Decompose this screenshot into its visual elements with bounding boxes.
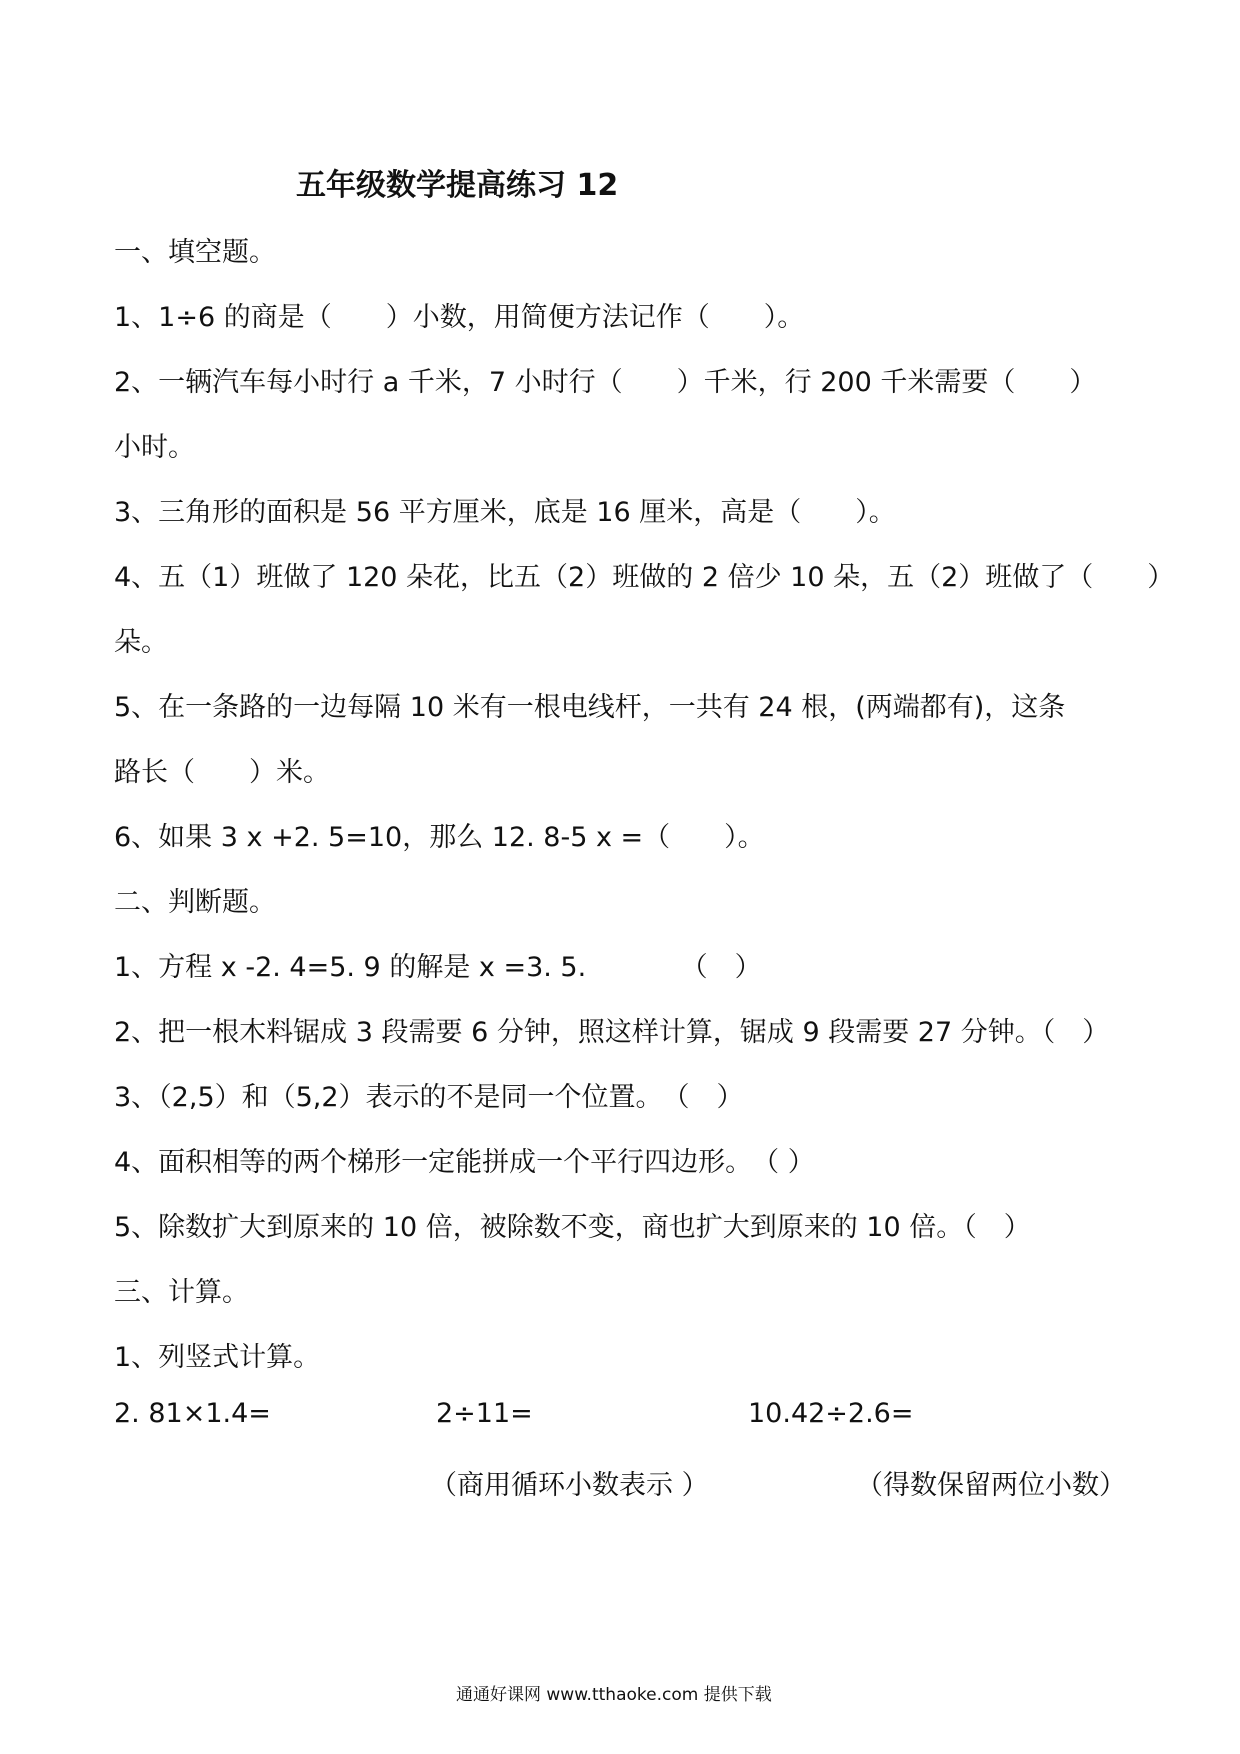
true-false-q5: 5、除数扩大到原来的 10 倍，被除数不变，商也扩大到原来的 10 倍。（ ）	[114, 1212, 1031, 1243]
fill-blank-q5-line2: 路长（ ）米。	[114, 757, 330, 788]
fill-blank-q4-line2: 朵。	[114, 627, 168, 658]
true-false-q2: 2、把一根木料锯成 3 段需要 6 分钟，照这样计算，锯成 9 段需要 27 分钟。（ ）	[114, 1017, 1110, 1048]
section-fill-blank-heading: 一、填空题。	[114, 237, 276, 268]
section-calculation-heading: 三、计算。	[114, 1277, 249, 1308]
calc-problem-3: 10.42÷2.6=	[748, 1398, 914, 1429]
fill-blank-q2-line2: 小时。	[114, 432, 195, 463]
worksheet-title: 五年级数学提高练习 12	[296, 168, 619, 203]
true-false-q1: 1、方程 x -2. 4=5. 9 的解是 x =3. 5. （ ）	[114, 952, 762, 983]
fill-blank-q2-line1: 2、一辆汽车每小时行 a 千米，7 小时行（ ）千米，行 200 千米需要（ ）	[114, 367, 1097, 398]
calculation-sub1: 1、列竖式计算。	[114, 1342, 321, 1373]
calc-note-3: （得数保留两位小数）	[856, 1470, 1126, 1501]
true-false-q3: 3、（2,5）和（5,2）表示的不是同一个位置。 （ ）	[114, 1082, 744, 1113]
fill-blank-q6: 6、如果 3 x +2. 5=10，那么 12. 8-5 x =（ ）。	[114, 822, 765, 853]
calc-problem-2: 2÷11=	[436, 1398, 533, 1429]
fill-blank-q1: 1、1÷6 的商是（ ）小数，用简便方法记作（ ）。	[114, 302, 805, 333]
true-false-q4: 4、面积相等的两个梯形一定能拼成一个平行四边形。 （ ）	[114, 1147, 815, 1178]
calc-note-2: （商用循环小数表示 ）	[430, 1470, 709, 1501]
footer-source: 通通好课网 www.tthaoke.com 提供下载	[456, 1685, 772, 1705]
fill-blank-q5-line1: 5、在一条路的一边每隔 10 米有一根电线杆，一共有 24 根，(两端都有)，这条	[114, 692, 1066, 723]
fill-blank-q4-line1: 4、五（1）班做了 120 朵花，比五（2）班做的 2 倍少 10 朵，五（2）班做了（ ）	[114, 562, 1175, 593]
calc-problem-1: 2. 81×1.4=	[114, 1398, 271, 1429]
section-true-false-heading: 二、判断题。	[114, 887, 276, 918]
fill-blank-q3: 3、三角形的面积是 56 平方厘米，底是 16 厘米，高是（ ）。	[114, 497, 896, 528]
